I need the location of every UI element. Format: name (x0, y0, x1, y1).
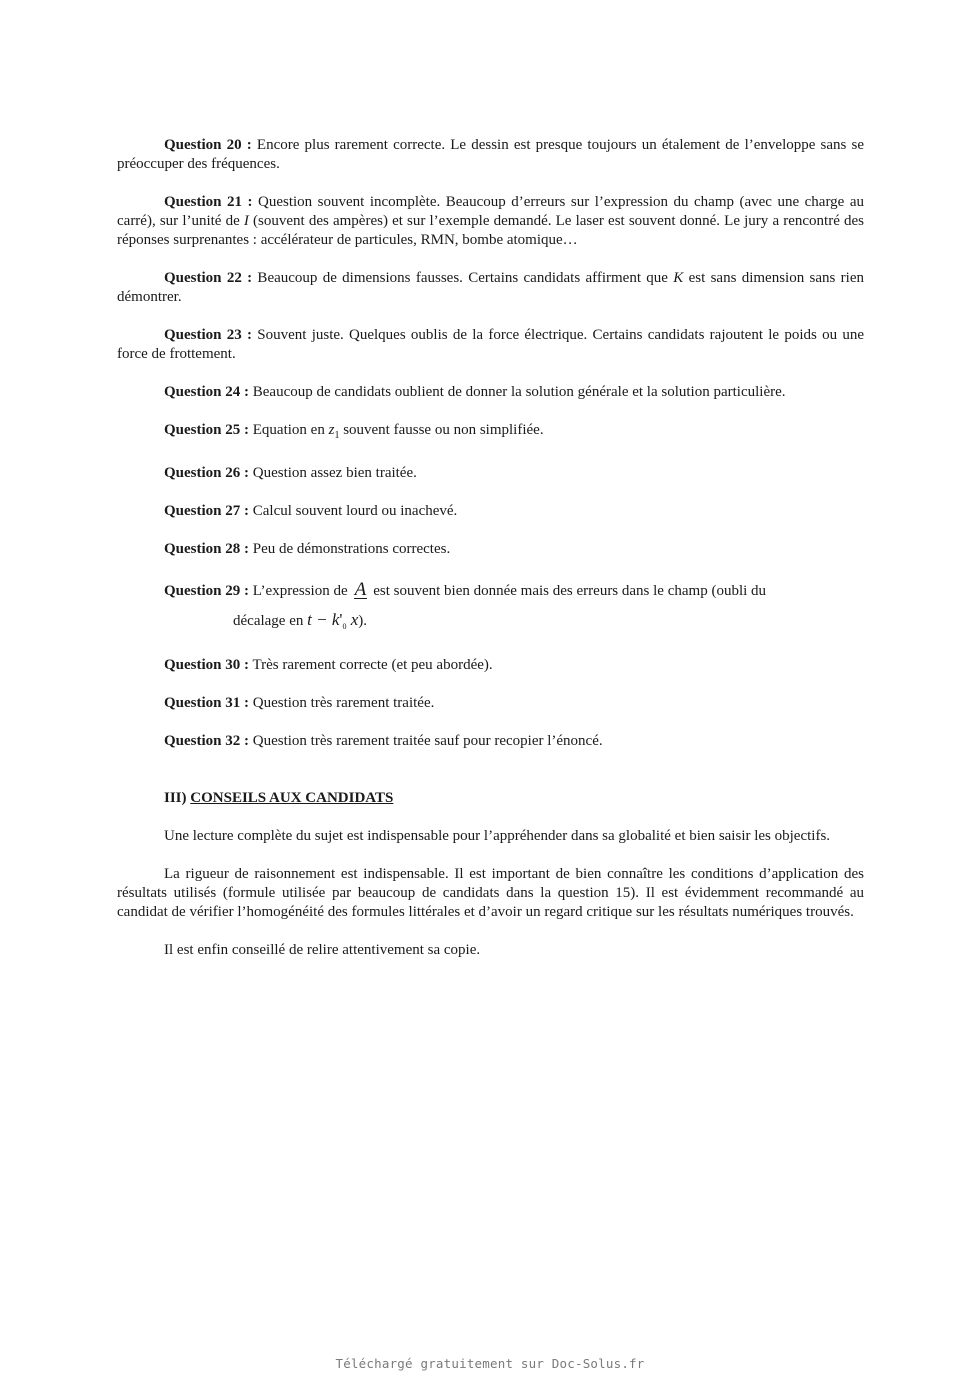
advice-paragraph: Une lecture complète du sujet est indispensable pour l’appréhender dans sa globalité et bien saisir les objectifs. (164, 828, 831, 844)
question-text: Equation en (249, 422, 329, 438)
question-label: Question 32 : (164, 733, 250, 749)
question-text: (souvent des ampères) et sur l’exemple demandé. Le laser est souvent donné. Le jury a rencontré des réponses surprenantes : accélérateur de particules, RMN, bombe atomique… (117, 213, 864, 248)
question-30 (117, 656, 864, 675)
question-text: souvent fausse ou non simplifiée. (339, 422, 544, 438)
question-label: Question 26 : (164, 465, 250, 481)
question-label: Question 27 : (164, 503, 250, 519)
variable-i: I (243, 213, 249, 229)
question-text: Beaucoup de candidats oublient de donner la solution générale et la solution particulière. (249, 384, 786, 400)
question-text: Question assez bien traitée. (249, 465, 417, 481)
question-22 (117, 269, 864, 307)
question-label: Question 28 : (164, 541, 250, 557)
vector-a: A (354, 579, 367, 600)
question-text: L’expression de (249, 583, 348, 599)
question-text: Peu de démonstrations correctes. (249, 541, 451, 557)
math-part: t − k (307, 610, 340, 629)
question-23 (117, 326, 864, 364)
math-expression (307, 610, 358, 629)
question-28 (117, 540, 864, 559)
question-label: Question 29 : (164, 583, 250, 599)
question-29 (117, 579, 864, 636)
variable-z: z (328, 422, 335, 438)
question-text: Calcul souvent lourd ou inachevé. (249, 503, 458, 519)
section-title: CONSEILS AUX CANDIDATS (190, 790, 394, 806)
report-page (117, 136, 864, 960)
question-label: Question 25 : (164, 422, 250, 438)
question-label: Question 31 : (164, 695, 250, 711)
question-20 (117, 136, 864, 174)
question-25 (117, 421, 864, 445)
question-label: Question 21 : (164, 194, 253, 210)
download-footer: Téléchargé gratuitement sur Doc-Solus.fr (335, 1356, 645, 1371)
question-text: est sans dimension sans rien démontrer. (117, 270, 864, 305)
question-label: Question 20 : (164, 137, 252, 153)
math-part: x (346, 610, 359, 629)
question-text: Question très rarement traitée. (249, 695, 435, 711)
question-text: Question très rarement traitée sauf pour recopier l’énoncé. (249, 733, 603, 749)
question-27 (117, 502, 864, 521)
math-subscript: 0 (342, 622, 347, 631)
advice-paragraph: Il est enfin conseillé de relire attentivement sa copie. (164, 942, 481, 958)
section-heading (117, 789, 864, 808)
question-text: décalage en (233, 613, 308, 629)
question-label: Question 30 : (164, 657, 250, 673)
question-label: Question 22 : (164, 270, 253, 286)
question-text: Très rarement correcte (et peu abordée). (249, 657, 493, 673)
question-text: Encore plus rarement correcte. Le dessin est presque toujours un étalement de l’enveloppe sans se préoccuper des fréquences. (117, 137, 864, 172)
question-31 (117, 694, 864, 713)
question-24 (117, 383, 864, 402)
math-prime: ' (339, 610, 343, 629)
question-label: Question 24 : (164, 384, 250, 400)
variable-k: K (673, 270, 684, 286)
question-text: est souvent bien donnée mais des erreurs dans le champ (oubli du (373, 583, 767, 599)
question-21 (117, 193, 864, 250)
question-26 (117, 464, 864, 483)
variable-subscript: 1 (334, 430, 340, 441)
question-text: Beaucoup de dimensions fausses. Certains candidats affirment que (252, 270, 674, 286)
section-number: III) (164, 790, 187, 806)
question-text: Question souvent incomplète. Beaucoup d’erreurs sur l’expression du champ (avec une charge au carré), sur l’unité de (117, 194, 864, 229)
question-text: Souvent juste. Quelques oublis de la force électrique. Certains candidats rajoutent le poids ou une force de frottement. (117, 327, 864, 362)
question-text: ). (358, 613, 367, 629)
question-32 (117, 732, 864, 751)
question-label: Question 23 : (164, 327, 253, 343)
advice-paragraph: La rigueur de raisonnement est indispensable. Il est important de bien connaître les conditions d’application des résultats utilisés (formule utilisée par beaucoup de candidats dans la question 15). Il est évidemment recommandé au candidat de vérifier l’homogénéité des formules littérales et d’avoir un regard critique sur les résultats numériques trouvés. (117, 866, 864, 920)
